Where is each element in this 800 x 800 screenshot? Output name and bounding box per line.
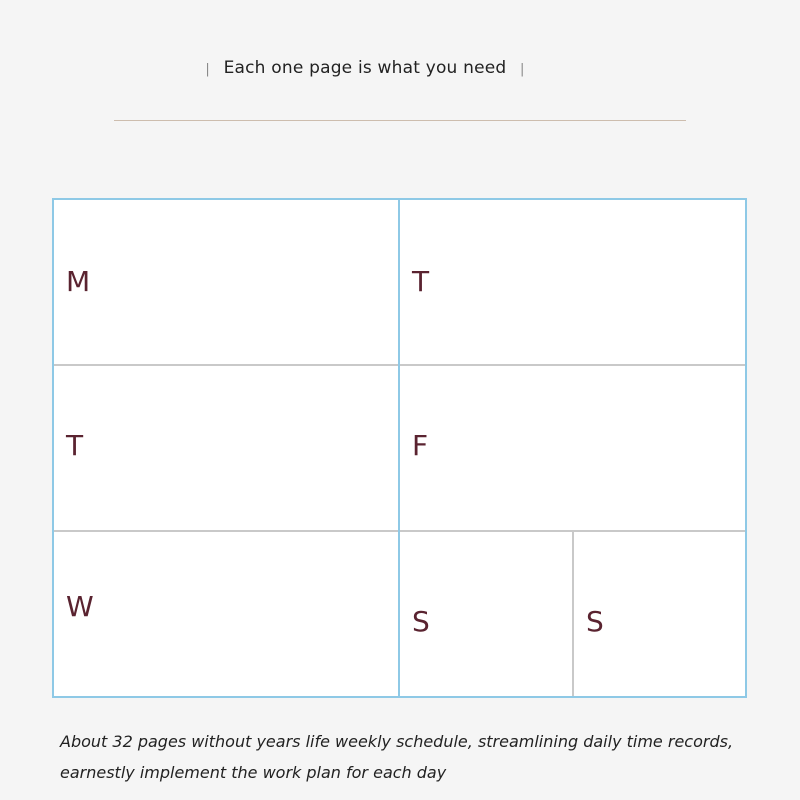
day-label-thursday: T [412, 265, 430, 298]
page-heading [0, 58, 730, 78]
day-label-sunday: S [586, 605, 604, 638]
product-description [60, 726, 800, 788]
day-label-wednesday: W [66, 590, 94, 623]
description-line-1: About 32 pages without years life weekly schedule, streamlining daily time records, [60, 732, 734, 751]
heading-text: Each one page is what you need [223, 58, 507, 78]
grid-line-center [398, 198, 400, 698]
grid-line-weekend [572, 531, 574, 698]
description-line-2: earnestly implement the work plan for each day [60, 763, 447, 782]
heading-right-mark: | [520, 62, 525, 77]
day-label-saturday: S [412, 605, 430, 638]
day-label-friday: F [412, 429, 429, 462]
day-label-tuesday: T [66, 429, 84, 462]
day-label-monday: M [66, 265, 91, 298]
header-divider [114, 120, 686, 121]
heading-left-mark: | [205, 62, 210, 77]
weekly-planner-grid [52, 198, 747, 698]
